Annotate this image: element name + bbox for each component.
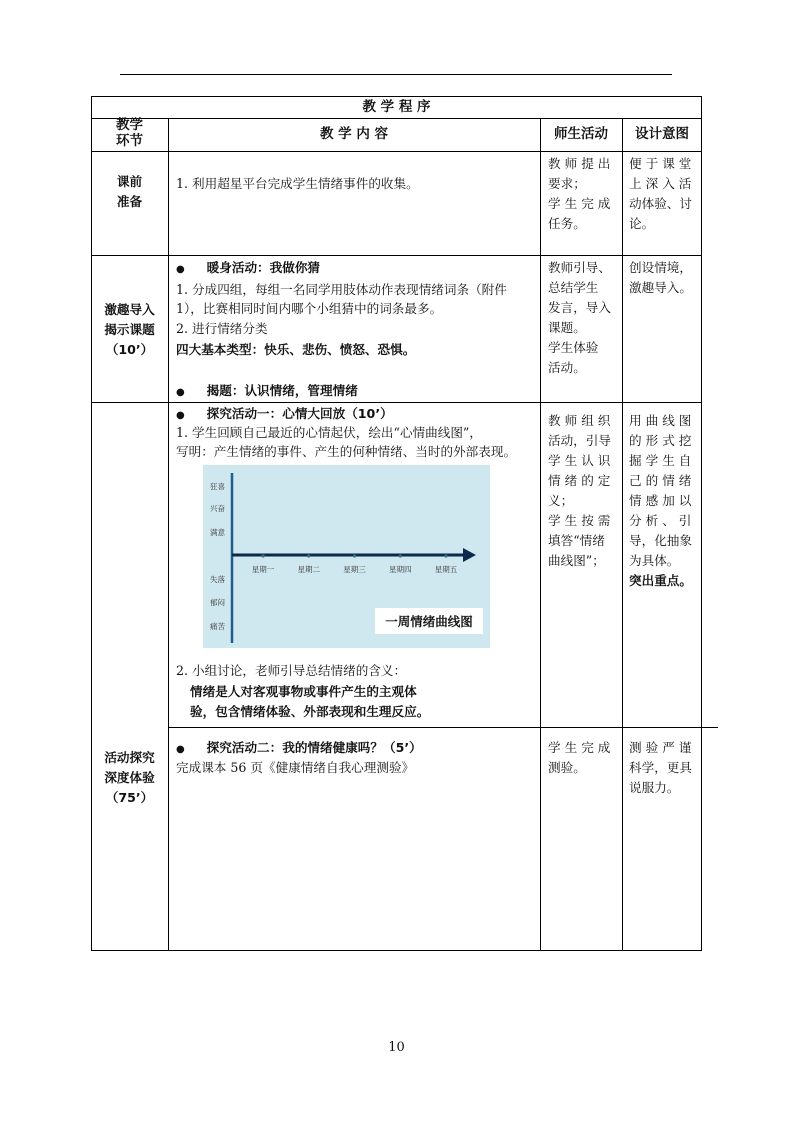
chart-x-label: 星期三	[343, 565, 366, 574]
row2-bullet1: ● 暖身活动：我做你猜	[176, 260, 321, 275]
row3-line1: 1. 学生回顾自己最近的心情起伏，绘出“心情曲线图”，	[176, 425, 482, 440]
header-stage: 教学 环节	[116, 117, 143, 149]
chart-x-label: 星期四	[389, 565, 412, 574]
table-title: 教 学 程 序	[362, 99, 431, 115]
mood-chart	[203, 465, 490, 648]
header-intent: 设计意图	[635, 126, 689, 142]
row2-activity: 教师引导、 总结学生 发言，导入 课题。 学生体验 活动。	[548, 260, 611, 375]
row3-line2: 写明：产生情绪的事件、产生的何种情绪、当时的外部表现。	[176, 444, 517, 459]
row1-intent: 便 于 课 堂 上 深 入 活 动体验、讨 论。	[629, 156, 692, 231]
chart-tick	[444, 554, 447, 557]
row2-line1: 1. 分成四组，每组一名同学用肢体动作表现情绪词条（附件	[176, 282, 507, 297]
chart-y-label: 兴奋	[210, 504, 225, 513]
mood-chart-svg	[203, 465, 490, 648]
page-number: 10	[388, 1040, 405, 1055]
chart-arrow-icon	[463, 548, 476, 562]
bullet-icon: ●	[176, 387, 185, 398]
row1-activity: 教 师 提 出 要求； 学 生 完 成 任务。	[548, 156, 611, 231]
bullet-icon: ●	[176, 264, 185, 275]
chart-tick	[261, 554, 264, 557]
chart-y-label: 痛苦	[210, 622, 225, 631]
chart-y-label: 失落	[210, 575, 225, 584]
bullet-icon: ●	[176, 744, 185, 755]
chart-tick	[307, 554, 310, 557]
row2-line3: 2. 进行情绪分类	[176, 321, 268, 336]
row3-line5: 验，包含情绪体验、外部表现和生理反应。	[190, 704, 430, 719]
row3-activity2: 学 生 完 成 测验。	[548, 740, 611, 775]
row3-line3: 2. 小组讨论，老师引导总结情绪的含义：	[176, 663, 407, 678]
row3-line6: 完成课本 56 页《健康情绪自我心理测验》	[176, 760, 415, 775]
chart-y-label: 狂喜	[210, 482, 225, 491]
row1-stage: 课前 准备	[116, 174, 143, 209]
row2-stage: 激趣导入 揭示课题 （10’）	[104, 302, 155, 357]
row3-intent2: 测 验 严 谨 科学，更具 说服力。	[629, 740, 692, 795]
row3-activity: 教 师 组 织 活动，引导 学 生 认 识 情 绪 的 定 义； 学 生 按 需 填答“情绪 曲线图”；	[548, 413, 611, 568]
row2-line2: 1），比赛相同时间内哪个小组猜中的词条最多。	[176, 301, 443, 316]
top-rule	[120, 74, 672, 75]
chart-y-label: 满意	[210, 528, 225, 537]
chart-tick	[353, 554, 356, 557]
chart-x-label: 星期五	[434, 565, 458, 574]
row2-line4: 四大基本类型：快乐、悲伤、愤怒、恐惧。	[176, 342, 416, 357]
chart-y-label: 郁闷	[210, 598, 225, 607]
row3-line4: 情绪是人对客观事物或事件产生的主观体	[190, 684, 417, 699]
row3-bullet1: ● 探究活动一：心情大回放（10’）	[176, 406, 393, 421]
header-content: 教 学 内 容	[319, 126, 389, 142]
chart-title: 一周情绪曲线图	[385, 614, 473, 629]
row3-stage: 活动探究 深度体验 （75’）	[104, 750, 155, 805]
header-activity: 师生活动	[554, 126, 608, 142]
row3-intent: 用 曲 线 图 的 形 式 挖 掘 学 生 自 己 的 情 绪 情 感 加 以 分 析 、 引 导，化抽象 为具体。 突出重点。	[629, 413, 692, 588]
bullet-icon: ●	[176, 410, 185, 421]
chart-x-label: 星期一	[251, 565, 275, 574]
row2-bullet2: ● 揭题：认识情绪，管理情绪	[176, 383, 358, 398]
row3-bullet2: ● 探究活动二：我的情绪健康吗？（5’）	[176, 740, 422, 755]
chart-x-label: 星期二	[297, 565, 320, 574]
chart-tick	[399, 554, 402, 557]
row1-content: 1. 利用超星平台完成学生情绪事件的收集。	[176, 176, 419, 191]
row2-intent: 创设情境， 激趣导入。	[629, 260, 692, 295]
